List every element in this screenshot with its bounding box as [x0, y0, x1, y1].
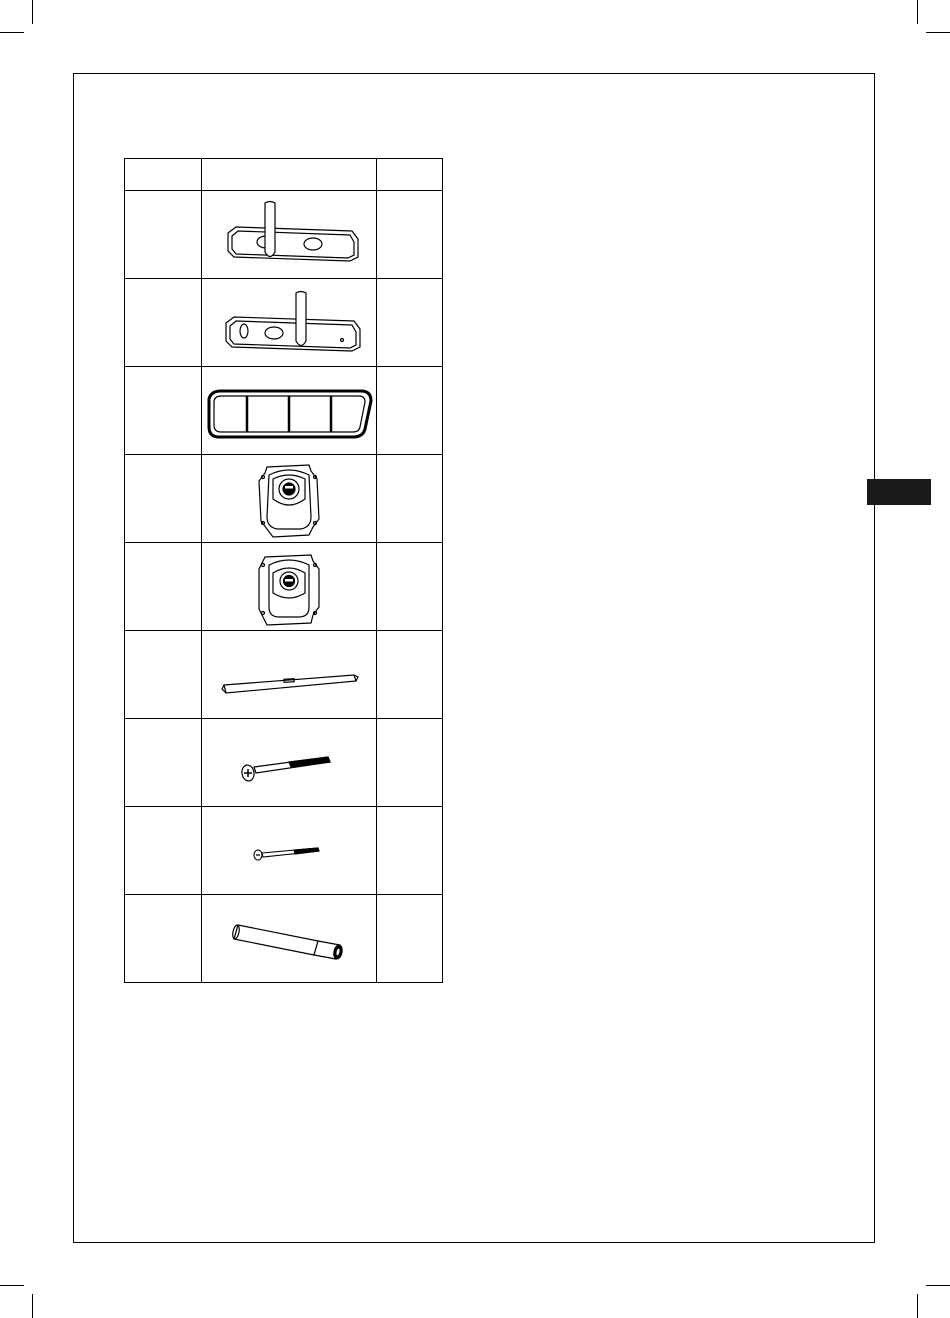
- ref-cell: [125, 367, 202, 455]
- ref-cell: [125, 895, 202, 983]
- cylinder-escutcheon-outside-icon: [239, 457, 339, 541]
- qty-cell: [377, 895, 443, 983]
- qty-cell: [377, 455, 443, 543]
- crop-mark-top-right: [917, 0, 918, 24]
- illustration-cell: [202, 807, 377, 895]
- parts-list-table: [124, 158, 443, 983]
- table-row: [125, 455, 443, 543]
- cylinder-escutcheon-inside-icon: [239, 545, 339, 629]
- table-row: [125, 631, 443, 719]
- short-pan-head-screw-icon: [244, 826, 334, 876]
- illustration-cell: [202, 719, 377, 807]
- lever-handle-plate-outside-icon: [214, 195, 364, 275]
- qty-cell: [377, 807, 443, 895]
- crop-mark-left-top: [0, 32, 24, 33]
- crop-mark-left-bottom: [0, 1285, 24, 1286]
- table-header-row: [125, 159, 443, 191]
- lever-handle-plate-inside-icon: [214, 283, 364, 363]
- qty-cell: [377, 719, 443, 807]
- ref-cell: [125, 631, 202, 719]
- ref-cell: [125, 191, 202, 279]
- ref-cell: [125, 279, 202, 367]
- illustration-cell: [202, 543, 377, 631]
- section-tab-marker: [867, 479, 931, 505]
- header-cell-illustration: [202, 159, 377, 191]
- crop-mark-bottom-left: [32, 1294, 33, 1318]
- illustration-cell: [202, 455, 377, 543]
- crop-mark-right-top: [926, 32, 950, 33]
- handle-backplate-gasket-icon: [203, 371, 375, 451]
- qty-cell: [377, 367, 443, 455]
- qty-cell: [377, 543, 443, 631]
- table-row: [125, 367, 443, 455]
- ref-cell: [125, 543, 202, 631]
- ref-cell: [125, 455, 202, 543]
- crop-mark-right-bottom: [926, 1285, 950, 1286]
- threaded-sleeve-bolt-icon: [224, 909, 354, 969]
- qty-cell: [377, 191, 443, 279]
- table-row: [125, 279, 443, 367]
- header-cell-ref: [125, 159, 202, 191]
- qty-cell: [377, 279, 443, 367]
- crop-mark-bottom-right: [917, 1294, 918, 1318]
- illustration-cell: [202, 279, 377, 367]
- table-row: [125, 895, 443, 983]
- header-cell-qty: [377, 159, 443, 191]
- qty-cell: [377, 631, 443, 719]
- square-spindle-icon: [214, 645, 364, 705]
- ref-cell: [125, 807, 202, 895]
- crop-mark-top-left: [32, 0, 33, 24]
- table-row: [125, 807, 443, 895]
- illustration-cell: [202, 895, 377, 983]
- table-row: [125, 719, 443, 807]
- ref-cell: [125, 719, 202, 807]
- illustration-cell: [202, 631, 377, 719]
- long-countersunk-screw-icon: [234, 733, 344, 793]
- illustration-cell: [202, 367, 377, 455]
- table-row: [125, 543, 443, 631]
- table-row: [125, 191, 443, 279]
- illustration-cell: [202, 191, 377, 279]
